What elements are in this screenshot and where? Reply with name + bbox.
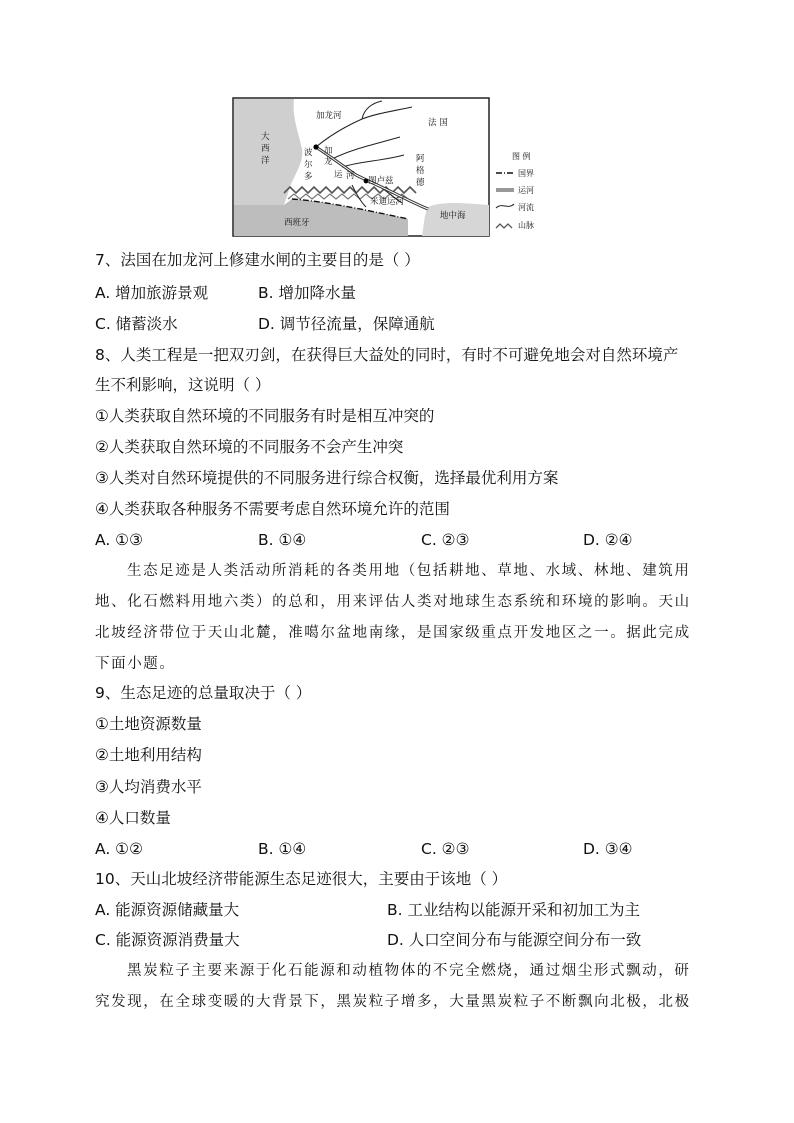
label-france: 法 国 bbox=[428, 118, 448, 128]
passage2-line1: 黑炭粒子主要来源于化石能源和动植物体的不完全燃烧，通过烟尘形式飘动，研 bbox=[127, 963, 691, 979]
q7-option-d[interactable]: D. 调节径流量，保障通航 bbox=[258, 315, 435, 333]
label-toulouse: 图卢兹 bbox=[368, 176, 394, 186]
q8-statement-3: ③人类对自然环境提供的不同服务进行综合权衡，选择最优利用方案 bbox=[95, 469, 559, 487]
label-bordeaux-3: 多 bbox=[304, 172, 313, 182]
q8-option-b[interactable]: B. ①④ bbox=[258, 531, 307, 549]
q8-stem-line2: 生不利影响，这说明（ ） bbox=[95, 376, 271, 394]
q9-option-d[interactable]: D. ③④ bbox=[583, 840, 633, 858]
label-garonne-river: 加龙河 bbox=[316, 111, 342, 121]
legend-mountain-symbol bbox=[496, 224, 512, 228]
label-atlantic-1: 大 bbox=[261, 132, 270, 142]
legend-border-label: 国界 bbox=[518, 169, 534, 178]
q8-stem-line1: 8、人类工程是一把双刃剑，在获得巨大益处的同时，有时不可避免地会对自然环境产 bbox=[95, 346, 679, 364]
label-canal-2: 龙 bbox=[324, 157, 333, 167]
q7-stem: 7、法国在加龙河上修建水闸的主要目的是（ ） bbox=[95, 251, 420, 269]
france-canal-map bbox=[232, 97, 490, 237]
passage1-line1: 生态足迹是人类活动所消耗的各类用地（包括耕地、草地、水域、林地、建筑用 bbox=[127, 563, 691, 579]
label-bordeaux-1: 波 bbox=[304, 148, 313, 158]
q10-option-c[interactable]: C. 能源资源消费量大 bbox=[95, 931, 240, 949]
q9-option-c[interactable]: C. ②③ bbox=[421, 840, 470, 858]
label-canal-1: 加 bbox=[324, 146, 333, 156]
passage2-line2: 究发现，在全球变暖的大背景下，黑炭粒子增多，大量黑炭粒子不断飘向北极，北极 bbox=[95, 994, 691, 1010]
q9-statement-3: ③人均消费水平 bbox=[95, 778, 202, 796]
q8-statement-1: ①人类获取自然环境的不同服务有时是相互冲突的 bbox=[95, 407, 435, 425]
q8-statement-4: ④人类获取各种服务不需要考虑自然环境允许的范围 bbox=[95, 500, 450, 518]
label-mediterranean: 地中海 bbox=[440, 211, 466, 221]
label-midi-canal: 米迪运河 bbox=[370, 197, 405, 207]
passage1-line3: 北坡经济带位于天山北麓，准噶尔盆地南缘，是国家级重点开发地区之一。据此完成 bbox=[95, 625, 691, 641]
q8-statement-2: ②人类获取自然环境的不同服务不会产生冲突 bbox=[95, 438, 404, 456]
label-canal-4: 河 bbox=[346, 171, 355, 181]
legend-canal-label: 运河 bbox=[518, 186, 534, 195]
q7-option-b[interactable]: B. 增加降水量 bbox=[258, 284, 356, 302]
q9-statement-2: ②土地利用结构 bbox=[95, 746, 202, 764]
legend-river-symbol bbox=[496, 204, 514, 208]
q10-option-b[interactable]: B. 工业结构以能源开采和初加工为主 bbox=[387, 901, 640, 919]
label-bordeaux-2: 尔 bbox=[304, 160, 313, 170]
passage1-line2: 地、化石燃料用地六类）的总和，用来评估人类对地球生态系统和环境的影响。天山 bbox=[95, 594, 691, 610]
q9-statement-1: ①土地资源数量 bbox=[95, 715, 202, 733]
label-agde-3: 德 bbox=[416, 178, 425, 188]
label-spain: 西班牙 bbox=[284, 218, 310, 228]
q10-option-a[interactable]: A. 能源资源储藏量大 bbox=[95, 901, 240, 919]
label-atlantic-3: 洋 bbox=[261, 156, 270, 166]
label-atlantic-2: 西 bbox=[261, 144, 270, 154]
passage1-line4: 下面小题。 bbox=[95, 656, 176, 672]
q9-option-a[interactable]: A. ①② bbox=[95, 840, 143, 858]
q9-option-b[interactable]: B. ①④ bbox=[258, 840, 307, 858]
legend-title: 图 例 bbox=[512, 152, 531, 161]
q10-option-d[interactable]: D. 人口空间分布与能源空间分布一致 bbox=[387, 931, 642, 949]
label-canal-3: 运 bbox=[334, 170, 343, 180]
q9-statement-4: ④人口数量 bbox=[95, 809, 171, 827]
legend-mountain-label: 山脉 bbox=[518, 221, 534, 230]
q7-option-a[interactable]: A. 增加旅游景观 bbox=[95, 284, 209, 302]
legend-river-label: 河流 bbox=[518, 203, 534, 212]
label-agde-2: 格 bbox=[416, 166, 425, 176]
q8-option-c[interactable]: C. ②③ bbox=[421, 531, 470, 549]
q7-option-c[interactable]: C. 储蓄淡水 bbox=[95, 315, 178, 333]
bordeaux-dot bbox=[313, 144, 318, 149]
label-agde-1: 阿 bbox=[416, 154, 425, 164]
q8-option-a[interactable]: A. ①③ bbox=[95, 531, 143, 549]
q10-stem: 10、天山北坡经济带能源生态足迹很大，主要由于该地（ ） bbox=[95, 870, 508, 888]
q8-option-d[interactable]: D. ②④ bbox=[583, 531, 633, 549]
q9-stem: 9、生态足迹的总量取决于（ ） bbox=[95, 684, 312, 702]
map-legend bbox=[494, 150, 554, 238]
